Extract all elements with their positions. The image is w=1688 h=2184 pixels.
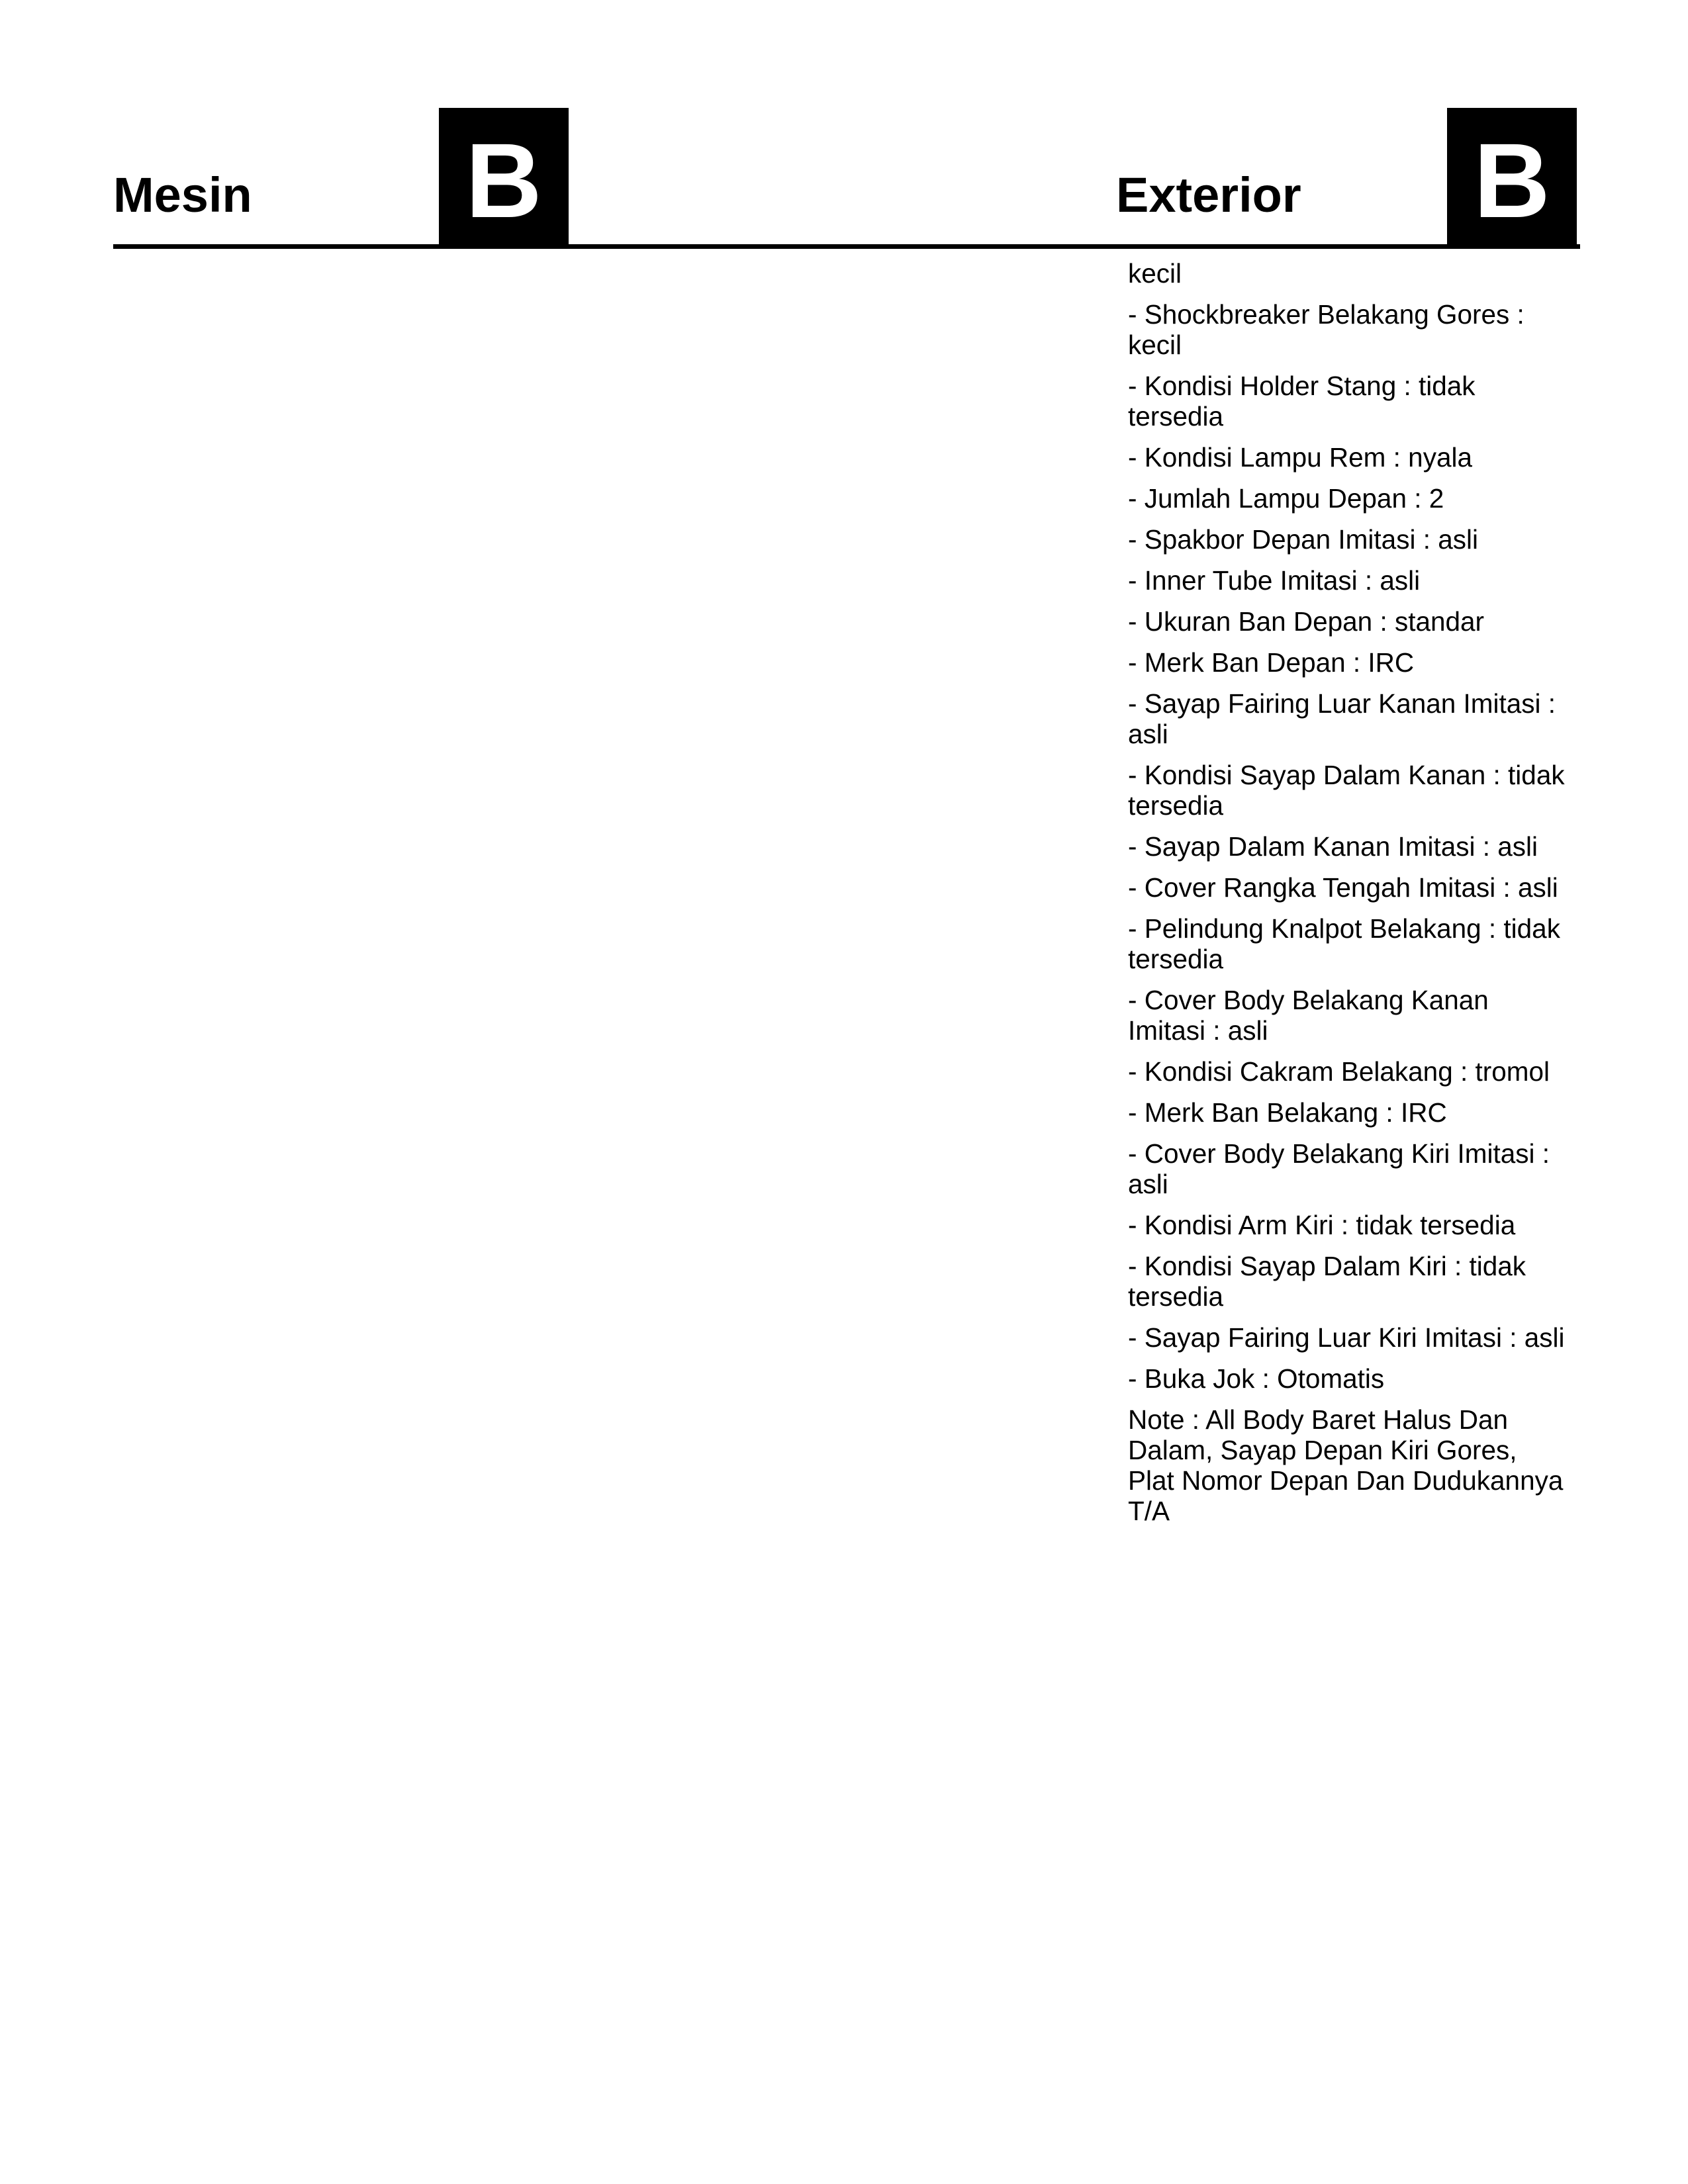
exterior-grade-badge: B xyxy=(1447,108,1577,246)
list-item: - Spakbor Depan Imitasi : asli xyxy=(1128,524,1478,555)
list-item: - Kondisi Sayap Dalam Kiri : tidak tersedia xyxy=(1128,1251,1526,1312)
list-item: - Kondisi Lampu Rem : nyala xyxy=(1128,442,1472,473)
exterior-title: Exterior xyxy=(1116,167,1301,222)
list-item: - Inner Tube Imitasi : asli xyxy=(1128,565,1421,596)
list-item: - Merk Ban Depan : IRC xyxy=(1128,647,1415,678)
header-divider xyxy=(113,244,1580,249)
list-item: - Sayap Dalam Kanan Imitasi : asli xyxy=(1128,831,1538,862)
list-item: - Pelindung Knalpot Belakang : tidak tersedia xyxy=(1128,913,1560,974)
list-item: - Buka Jok : Otomatis xyxy=(1128,1363,1385,1394)
mesin-grade-badge: B xyxy=(439,108,569,246)
exterior-detail-list xyxy=(1128,258,1565,1537)
list-item: - Kondisi Cakram Belakang : tromol xyxy=(1128,1056,1550,1087)
list-item: - Cover Body Belakang Kiri Imitasi : asli xyxy=(1128,1138,1550,1199)
list-item: - Cover Rangka Tengah Imitasi : asli xyxy=(1128,872,1558,903)
list-item: - Sayap Fairing Luar Kiri Imitasi : asli xyxy=(1128,1322,1565,1353)
list-item: - Kondisi Holder Stang : tidak tersedia xyxy=(1128,371,1476,432)
list-item: - Merk Ban Belakang : IRC xyxy=(1128,1097,1447,1128)
mesin-title: Mesin xyxy=(113,167,252,222)
list-item: - Sayap Fairing Luar Kanan Imitasi : asli xyxy=(1128,688,1556,749)
exterior-note: Note : All Body Baret Halus Dan Dalam, Sayap Depan Kiri Gores, Plat Nomor Depan Dan Dudukannya T/A xyxy=(1128,1404,1564,1526)
list-item: - Shockbreaker Belakang Gores : kecil xyxy=(1128,299,1524,360)
list-item: kecil xyxy=(1128,258,1182,289)
list-item: - Kondisi Arm Kiri : tidak tersedia xyxy=(1128,1210,1516,1240)
list-item: - Ukuran Ban Depan : standar xyxy=(1128,606,1485,637)
list-item: - Jumlah Lampu Depan : 2 xyxy=(1128,483,1444,514)
list-item: - Kondisi Sayap Dalam Kanan : tidak tersedia xyxy=(1128,760,1565,821)
list-item: - Cover Body Belakang Kanan Imitasi : asli xyxy=(1128,985,1489,1046)
